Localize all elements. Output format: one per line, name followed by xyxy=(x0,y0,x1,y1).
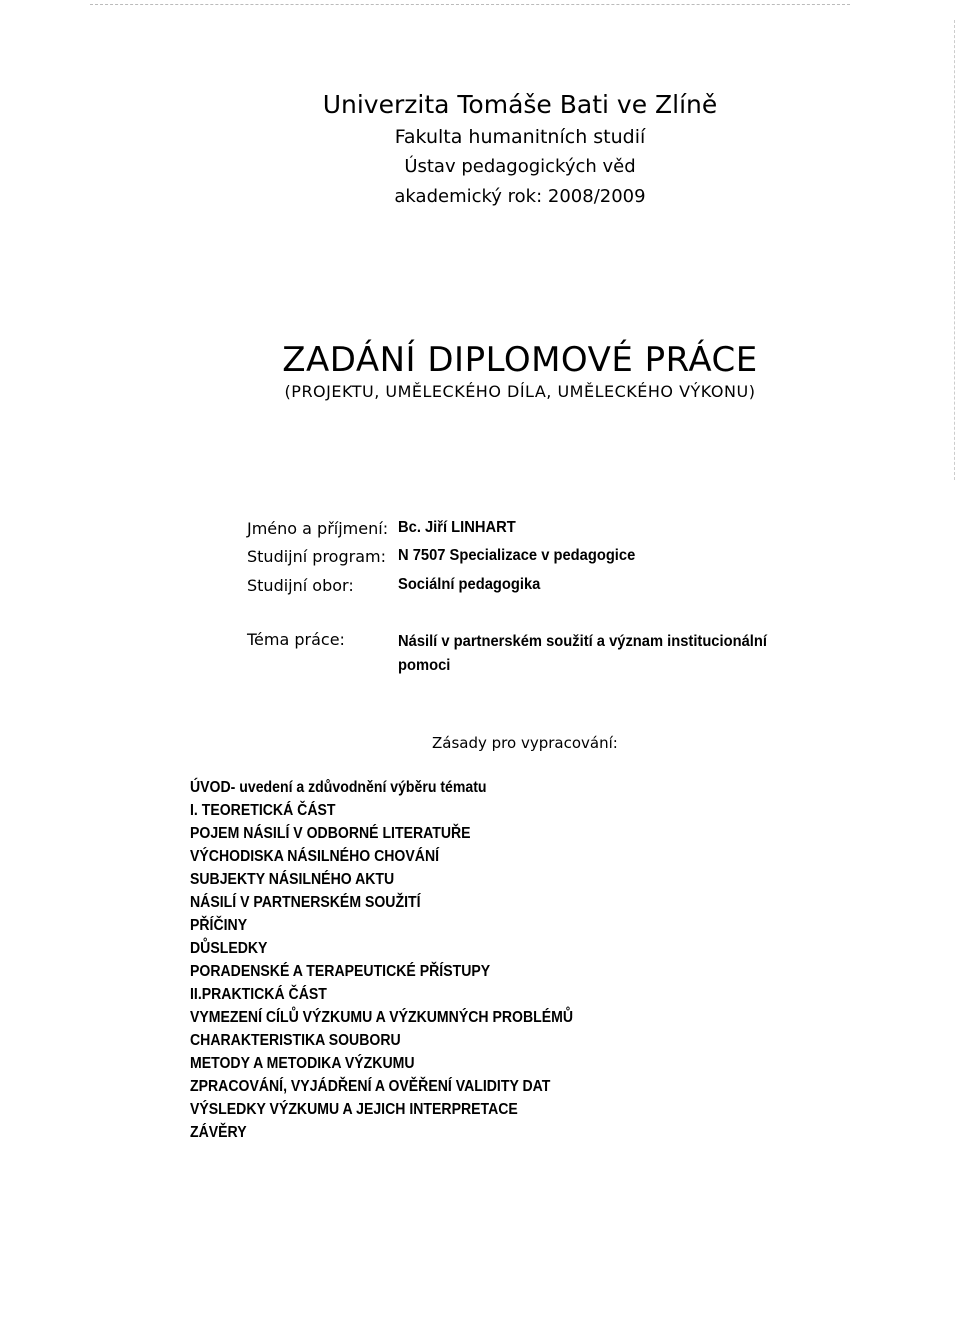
document-subtitle: (PROJEKTU, UMĚLECKÉHO DÍLA, UMĚLECKÉHO VÝKONU) xyxy=(284,382,756,401)
outline-item: VÝSLEDKY VÝZKUMU A JEJICH INTERPRETACE xyxy=(190,1101,518,1118)
topic-label: Téma práce: xyxy=(247,630,345,649)
outline-item: SUBJEKTY NÁSILNÉHO AKTU xyxy=(190,871,395,888)
outline-item: II.PRAKTICKÁ ČÁST xyxy=(190,986,327,1003)
outline-item: METODY A METODIKA VÝZKUMU xyxy=(190,1055,415,1072)
outline-item: ÚVOD- uvedení a zdůvodnění výběru tématu xyxy=(190,779,487,796)
topic-value: Násilí v partnerském soužití a význam institucionální pomoci xyxy=(398,633,767,674)
university-name: Univerzita Tomáše Bati ve Zlíně xyxy=(322,90,718,119)
field-value: Sociální pedagogika xyxy=(398,576,541,593)
scan-artifact-right xyxy=(954,20,956,480)
name-value: Bc. Jiří LINHART xyxy=(398,519,516,536)
program-value: N 7507 Specializace v pedagogice xyxy=(398,547,636,564)
name-label: Jméno a příjmení: xyxy=(247,519,389,538)
outline-item: PŘÍČINY xyxy=(190,917,248,934)
principles-outline xyxy=(190,776,573,1144)
institute-name: Ústav pedagogických věd xyxy=(404,156,636,177)
outline-item: NÁSILÍ V PARTNERSKÉM SOUŽITÍ xyxy=(190,894,421,911)
faculty-name: Fakulta humanitních studií xyxy=(394,126,646,148)
scan-artifact-top xyxy=(90,4,850,6)
outline-item: I. TEORETICKÁ ČÁST xyxy=(190,802,336,819)
principles-heading: Zásady pro vypracování: xyxy=(432,734,618,752)
program-label: Studijní program: xyxy=(247,547,386,566)
field-label: Studijní obor: xyxy=(247,576,354,595)
outline-item: VÝCHODISKA NÁSILNÉHO CHOVÁNÍ xyxy=(190,848,440,865)
document-title: ZADÁNÍ DIPLOMOVÉ PRÁCE xyxy=(282,340,758,380)
academic-year: akademický rok: 2008/2009 xyxy=(394,186,646,207)
outline-item: ZÁVĚRY xyxy=(190,1124,247,1141)
outline-item: CHARAKTERISTIKA SOUBORU xyxy=(190,1032,401,1049)
outline-item: POJEM NÁSILÍ V ODBORNÉ LITERATUŘE xyxy=(190,825,471,842)
document-header xyxy=(300,88,740,212)
outline-item: VYMEZENÍ CÍLŮ VÝZKUMU A VÝZKUMNÝCH PROBLÉMŮ xyxy=(190,1009,574,1026)
outline-item: DŮSLEDKY xyxy=(190,940,268,957)
outline-item: PORADENSKÉ A TERAPEUTICKÉ PŘÍSTUPY xyxy=(190,963,491,980)
outline-item: ZPRACOVÁNÍ, VYJÁDŘENÍ A OVĚŘENÍ VALIDITY DAT xyxy=(190,1078,551,1095)
